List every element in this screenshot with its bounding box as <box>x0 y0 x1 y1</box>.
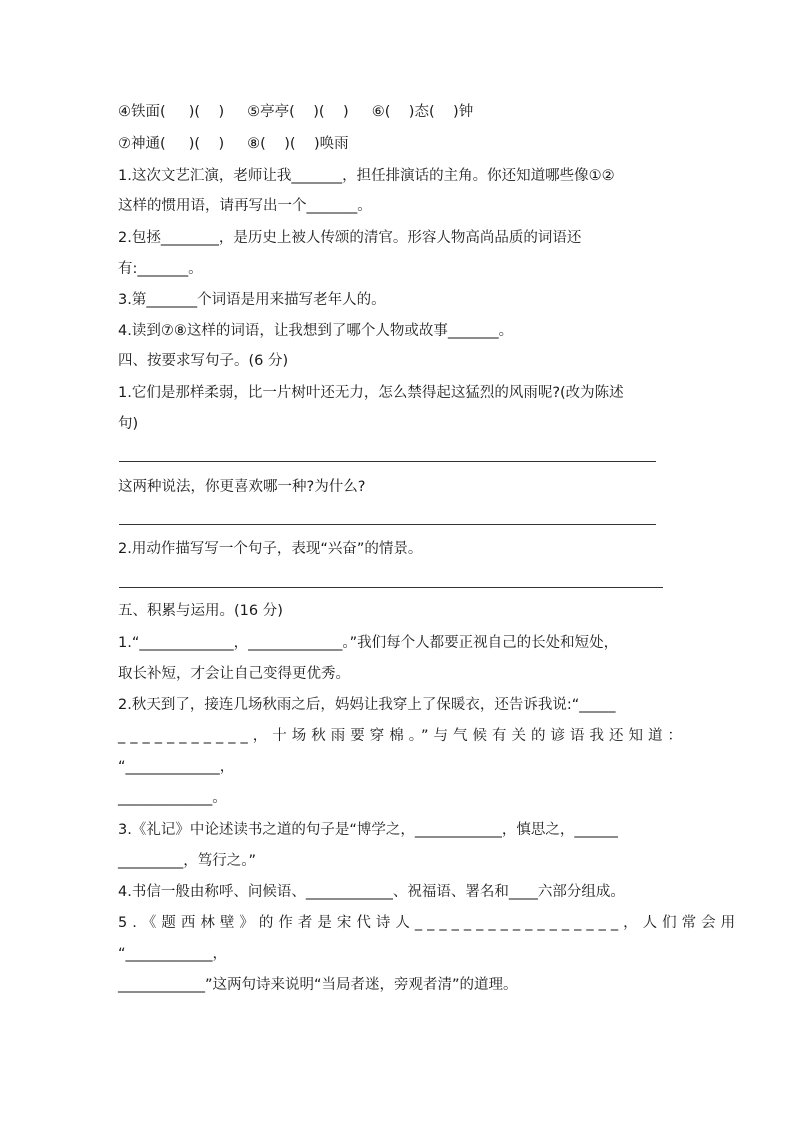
question-1-line-2: 这样的惯用语，请再写出一个_______。 <box>118 198 372 214</box>
section-5-q1-line-1: 1.“_____________，_____________。”我们每个人都要正视自己的长处和短处， <box>118 635 619 651</box>
question-1-line-1: 1.这次文艺汇演，老师让我_______，担任排演话的主角。你还知道哪些像①② <box>118 168 615 184</box>
blank-item-row-2: ⑦神通( )( ) ⑧( )( )唤雨 <box>118 136 349 152</box>
section-5-q3-line-2: _________，笃行之。” <box>118 853 257 869</box>
section-5-q2-line-2: ___________，十场秋雨要穿棉。”与气候有关的谚语我还知道： <box>118 728 688 744</box>
section-5-q1-line-2: 取长补短，才会让自己变得更优秀。 <box>118 666 350 682</box>
section-4-q1-line-1: 1.它们是那样柔弱，比一片树叶还无力，怎么禁得起这猛烈的风雨呢?(改为陈述 <box>118 385 624 401</box>
question-2-line-1: 2.包拯________，是历史上被人传颂的清官。形容人物高尚品质的词语还 <box>118 230 582 246</box>
answer-line[interactable] <box>119 461 656 462</box>
section-5-q5-line-1: 5.《题西林壁》的作者是宋代诗人_________________，人们常会用 <box>118 915 741 931</box>
answer-line[interactable] <box>119 524 656 525</box>
section-5-q2-line-1: 2.秋天到了，接连几场秋雨之后，妈妈让我穿上了保暖衣，还告诉我说:“_____ <box>118 697 616 713</box>
section-5-q3-line-1: 3.《礼记》中论述读书之道的句子是“博学之，____________，慎思之，______ <box>118 822 618 838</box>
question-4: 4.读到⑦⑧这样的词语，让我想到了哪个人物或故事_______。 <box>118 323 514 339</box>
section-5-q5-line-2: “____________， <box>118 946 228 962</box>
blank-item-row-1: ④铁面( )( ) ⑤亭亭( )( ) ⑥( )态( )钟 <box>118 104 474 120</box>
section-4-heading: 四、按要求写句子。(6 分) <box>118 353 289 369</box>
question-2-line-2: 有:_______。 <box>118 261 203 277</box>
section-4-q1-line-2: 句) <box>118 416 139 432</box>
section-5-q2-line-4: _____________。 <box>118 790 227 806</box>
answer-line[interactable] <box>119 587 663 588</box>
section-4-q2: 2.用动作描写写一个句子，表现“兴奋”的情景。 <box>118 541 423 557</box>
section-5-heading: 五、积累与运用。(16 分) <box>118 603 283 619</box>
question-3: 3.第_______个词语是用来描写老年人的。 <box>118 292 386 308</box>
section-5-q4: 4.书信一般由称呼、问候语、____________、祝福语、署名和____六部分组成。 <box>118 884 625 900</box>
section-5-q5-line-3: ____________”这两句诗来说明“当局者迷，旁观者清”的道理。 <box>118 977 518 993</box>
section-5-q2-line-3: “_____________， <box>118 759 235 775</box>
section-4-q1-followup: 这两种说法，你更喜欢哪一种?为什么? <box>118 479 366 495</box>
